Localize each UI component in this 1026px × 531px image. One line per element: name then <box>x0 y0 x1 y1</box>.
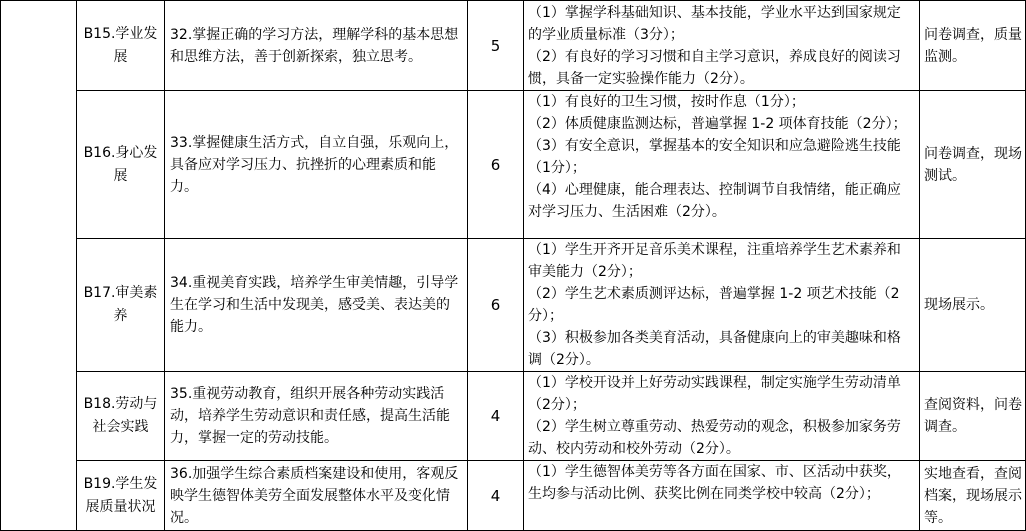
assessment-method: 实地查看，查阅档案，现场展示等。 <box>920 461 1026 531</box>
scoring-criteria <box>524 239 920 372</box>
scoring-criteria <box>524 372 920 461</box>
criteria-item: （2）学生树立尊重劳动、热爱劳动的观念，积极参加家务劳动、校内劳动和校外劳动（2分）。 <box>528 419 901 457</box>
indicator-content: 34.重视美育实践，培养学生审美情趣，引导学生在学习和生活中发现美，感受美、表达美的能力。 <box>165 239 468 372</box>
assessment-method: 问卷调查，质量监测。 <box>920 1 1026 91</box>
indicator-score: 6 <box>468 239 524 372</box>
indicator-code: B17.审美素养 <box>77 239 165 372</box>
category-cell <box>1 1 77 531</box>
indicator-score: 6 <box>468 91 524 239</box>
scoring-criteria <box>524 1 920 91</box>
criteria-item: （3）有安全意识，掌握基本的安全知识和应急避险逃生技能（1分）； <box>528 138 901 176</box>
criteria-item: （1）学校开设并上好劳动实践课程，制定实施学生劳动清单（2分）； <box>528 375 901 413</box>
indicator-code: B19.学生发展质量状况 <box>77 461 165 531</box>
criteria-item: （1）有良好的卫生习惯，按时作息（1分）； <box>528 94 805 110</box>
indicator-code: B16.身心发展 <box>77 91 165 239</box>
criteria-item: （3）积极参加各类美育活动，具备健康向上的审美趣味和格调（2分）。 <box>528 330 901 368</box>
indicator-code: B15.学业发展 <box>77 1 165 91</box>
indicator-code: B18.劳动与社会实践 <box>77 372 165 461</box>
assessment-method: 问卷调查，现场测试。 <box>920 91 1026 239</box>
criteria-item: （1）学生德智体美劳等各方面在国家、市、区活动中获奖，生均参与活动比例、获奖比例在同类学校中较高（2分）； <box>528 464 901 502</box>
scoring-criteria <box>524 461 920 531</box>
indicator-score: 4 <box>468 461 524 531</box>
indicator-content: 35.重视劳动教育，组织开展各种劳动实践活动，培养学生劳动意识和责任感，提高生活能力，掌握一定的劳动技能。 <box>165 372 468 461</box>
table-row <box>1 1 1026 91</box>
criteria-item: （2）有良好的学习习惯和自主学习意识，养成良好的阅读习惯，具备一定实验操作能力（2分）。 <box>528 49 901 87</box>
criteria-item: （1）掌握学科基础知识、基本技能，学业水平达到国家规定的学业质量标准（3分）； <box>528 5 901 43</box>
table-row <box>1 372 1026 461</box>
scoring-criteria <box>524 91 920 239</box>
criteria-item: （2）学生艺术素质测评达标，普遍掌握 1-2 项艺术技能（2分）； <box>528 286 900 324</box>
assessment-method: 查阅资料，问卷调查。 <box>920 372 1026 461</box>
table-row <box>1 461 1026 531</box>
indicator-score: 5 <box>468 1 524 91</box>
criteria-item: （1）学生开齐开足音乐美术课程，注重培养学生艺术素养和审美能力（2分）； <box>528 242 901 280</box>
assessment-method: 现场展示。 <box>920 239 1026 372</box>
indicator-content: 36.加强学生综合素质档案建设和使用，客观反映学生德智体美劳全面发展整体水平及变化情况。 <box>165 461 468 531</box>
table-row <box>1 91 1026 239</box>
indicator-score: 4 <box>468 372 524 461</box>
criteria-item: （2）体质健康监测达标，普遍掌握 1-2 项体育技能（2分）； <box>528 116 907 132</box>
table-row <box>1 239 1026 372</box>
criteria-item: （4）心理健康，能合理表达、控制调节自我情绪，能正确应对学习压力、生活困难（2分）。 <box>528 182 901 220</box>
indicator-content: 33.掌握健康生活方式，自立自强，乐观向上，具备应对学习压力、抗挫折的心理素质和能力。 <box>165 91 468 239</box>
indicator-content: 32.掌握正确的学习方法，理解学科的基本思想和思维方法，善于创新探索，独立思考。 <box>165 1 468 91</box>
